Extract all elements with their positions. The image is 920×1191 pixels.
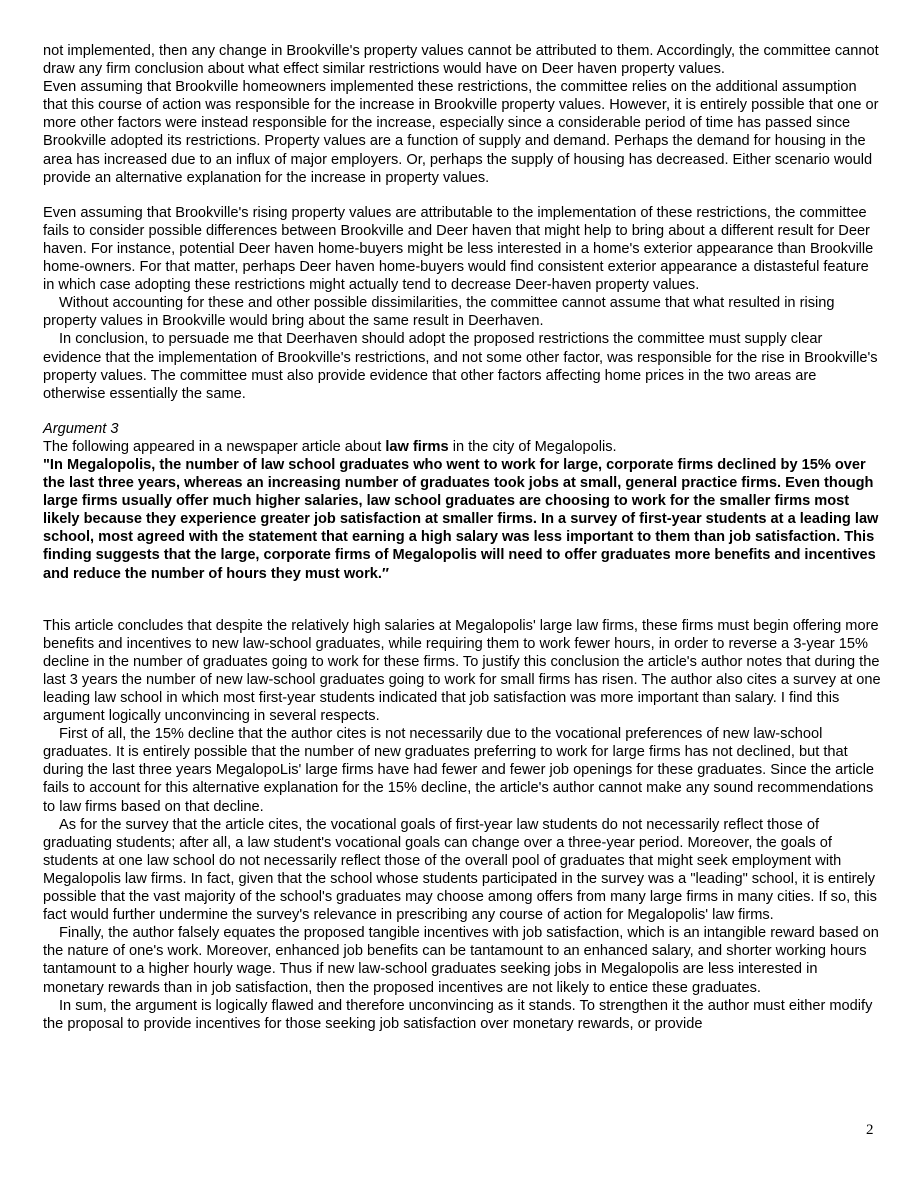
paragraph: Even assuming that Brookville's rising property values are attributable to the implementation of these restrictions, the committee fails to consider possible differences between Brookville and Deer haven that might help to bring about a different result for Deer haven. For instance, potential Deer haven home-buyers might be less interested in a home's exterior appearance than Brookville home-owners. For that matter, perhaps Deer haven home-buyers would find consistent exterior appearance a distasteful feature in which case adopting these restrictions might actually tend to decrease Deer-haven property values.	[43, 204, 874, 294]
argument-title: Argument 3	[43, 420, 119, 437]
argument-quote: "In Megalopolis, the number of law school graduates who went to work for large, corporate firms declined by 15% over the last three years, whereas an increasing number of graduates took jobs at small, general practice firms. Even though large firms usually offer much higher salaries, law school graduates are choosing to work for the smaller firms most likely because they experience greater job satisfaction at smaller firms. In a survey of first-year students at a leading law school, most agreed with the statement that earning a high salary was less important to them than job satisfaction. This finding suggests that the large, corporate firms of Megalopolis will need to offer graduates more benefits and incentives and reduce the number of hours they must work.″	[43, 456, 879, 582]
paragraph: This article concludes that despite the relatively high salaries at Megalopolis' large law firms, these firms must begin offering more benefits and incentives to new law-school graduates, while requiring them to work fewer hours, in order to reverse a 3-year 15% decline in the number of graduates going to work for these firms. To justify this conclusion the article's author notes that during the last 3 years the number of new law-school graduates going to work for small firms has risen. The author also cites a survey at one leading law school in which most first-year students indicated that job satisfaction was more important than salary. I find this argument logically unconvincing in several respects.	[43, 617, 881, 725]
argument-intro-topic: law firms	[385, 438, 449, 455]
paragraph: In conclusion, to persuade me that Deerhaven should adopt the proposed restrictions the committee must supply clear evidence that the implementation of Brookville's restrictions, and not some other factor, was responsible for the rise in Brookville's property values. The committee must also provide evidence that other factors affecting home prices in the two areas are otherwise essentially the same.	[43, 331, 878, 402]
paragraph: Finally, the author falsely equates the proposed tangible incentives with job satisfaction, which is an intangible reward based on the nature of one's work. Moreover, enhanced job benefits can be tantamount to an enhanced salary, and shorter working hours tantamount to a higher hourly wage. Thus if new law-school graduates seeking jobs in Megalopolis are less interested in monetary rewards than in job satisfaction, then the proposed incentives are not likely to entice these graduates.	[43, 925, 879, 996]
paragraph: Without accounting for these and other possible dissimilarities, the committee cannot assume that what resulted in rising property values in Brookville would bring about the same result in Deerhaven.	[43, 295, 835, 330]
paragraph-gap	[43, 187, 881, 204]
document-page	[43, 42, 881, 1033]
argument-intro	[43, 438, 881, 456]
argument-intro-before: The following appeared in a newspaper article about	[43, 438, 386, 455]
page-number: 2	[866, 1122, 874, 1138]
argument-intro-after: in the city of Megalopolis.	[448, 438, 617, 455]
paragraph: not implemented, then any change in Brookville's property values cannot be attributed to them. Accordingly, the committee cannot draw any firm conclusion about what effect similar restrictions would have on Deer haven property values.	[43, 43, 879, 78]
paragraph: In sum, the argument is logically flawed and therefore unconvincing as it stands. To strengthen it the author must either modify the proposal to provide incentives for those seeking job satisfaction over monetary rewards, or provide	[43, 997, 873, 1032]
paragraph: First of all, the 15% decline that the author cites is not necessarily due to the vocational preferences of new law-school graduates. It is entirely possible that the number of new graduates preferring to work for large firms has not declined, but that during the last three years MegalopoLis' large firms have had fewer and fewer job openings for these graduates. Since the article fails to account for this alternative explanation for the 15% decline, the article's author cannot make any sound recommendations to law firms based on that decline.	[43, 726, 875, 815]
paragraph: As for the survey that the article cites, the vocational goals of first-year law students do not necessarily reflect those of graduating students; after all, a law student's vocational goals can change over a three-year period. Moreover, the goals of students at one law school do not necessarily reflect those of the overall pool of graduates that might seek employment with Megalopolis law firms. In fact, given that the school whose students participated in the survey was a "leading" school, it is entirely possible that the vast majority of the school's graduates may choose among offers from many large firms in many cities. If so, this fact would further undermine the survey's relevance in prescribing any course of action for Megalopolis' law firms.	[43, 816, 877, 924]
section-gap	[43, 583, 881, 617]
paragraph: Even assuming that Brookville homeowners implemented these restrictions, the committee relies on the additional assumption that this course of action was responsible for the increase in Brookville property values. However, it is entirely possible that one or more other factors were instead responsible for the increase, especially since a considerable period of time has passed since Brookville adopted its restrictions. Property values are a function of supply and demand. Perhaps the demand for housing in the area has increased due to an influx of major employers. Or, perhaps the supply of housing has decreased. Either scenario would provide an alternative explanation for the increase in property values.	[43, 79, 879, 186]
